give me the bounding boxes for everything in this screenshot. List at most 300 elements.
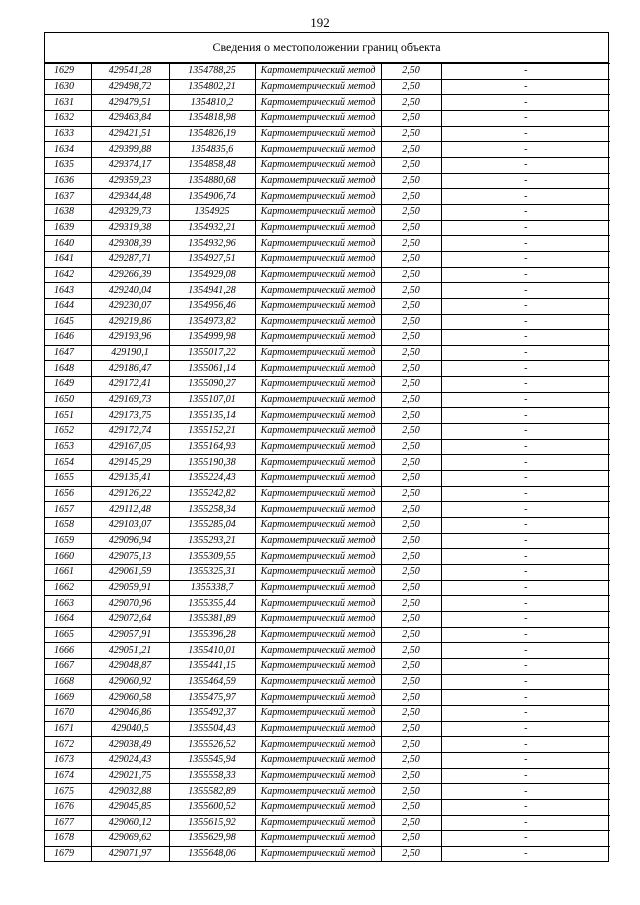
y-coordinate-cell: 1354941,28 — [169, 283, 255, 299]
method-cell: Картометрический метод — [255, 658, 381, 674]
description-cell: - — [441, 549, 610, 565]
x-coordinate-cell: 429173,75 — [91, 408, 169, 424]
method-cell: Картометрический метод — [255, 690, 381, 706]
description-cell: - — [441, 611, 610, 627]
y-coordinate-cell: 1355410,01 — [169, 643, 255, 659]
accuracy-cell: 2,50 — [381, 314, 441, 330]
method-cell: Картометрический метод — [255, 784, 381, 800]
accuracy-cell: 2,50 — [381, 674, 441, 690]
table-row — [45, 314, 610, 330]
point-number-cell: 1644 — [45, 298, 91, 314]
accuracy-cell: 2,50 — [381, 580, 441, 596]
table-row — [45, 690, 610, 706]
method-cell: Картометрический метод — [255, 768, 381, 784]
accuracy-cell: 2,50 — [381, 377, 441, 393]
method-cell: Картометрический метод — [255, 298, 381, 314]
accuracy-cell: 2,50 — [381, 752, 441, 768]
accuracy-cell: 2,50 — [381, 643, 441, 659]
table-row — [45, 486, 610, 502]
point-number-cell: 1645 — [45, 314, 91, 330]
table-row — [45, 64, 610, 80]
method-cell: Картометрический метод — [255, 502, 381, 518]
x-coordinate-cell: 429329,73 — [91, 204, 169, 220]
x-coordinate-cell: 429038,49 — [91, 737, 169, 753]
accuracy-cell: 2,50 — [381, 455, 441, 471]
table-row — [45, 752, 610, 768]
x-coordinate-cell: 429075,13 — [91, 549, 169, 565]
y-coordinate-cell: 1355107,01 — [169, 392, 255, 408]
x-coordinate-cell: 429172,74 — [91, 424, 169, 440]
description-cell: - — [441, 236, 610, 252]
accuracy-cell: 2,50 — [381, 690, 441, 706]
point-number-cell: 1634 — [45, 142, 91, 158]
x-coordinate-cell: 429190,1 — [91, 345, 169, 361]
table-row — [45, 611, 610, 627]
point-number-cell: 1636 — [45, 173, 91, 189]
description-cell: - — [441, 502, 610, 518]
y-coordinate-cell: 1355441,15 — [169, 658, 255, 674]
accuracy-cell: 2,50 — [381, 110, 441, 126]
description-cell: - — [441, 79, 610, 95]
description-cell: - — [441, 283, 610, 299]
x-coordinate-cell: 429498,72 — [91, 79, 169, 95]
x-coordinate-cell: 429421,51 — [91, 126, 169, 142]
point-number-cell: 1659 — [45, 533, 91, 549]
table-row — [45, 204, 610, 220]
accuracy-cell: 2,50 — [381, 424, 441, 440]
table-row — [45, 345, 610, 361]
description-cell: - — [441, 298, 610, 314]
description-cell: - — [441, 690, 610, 706]
y-coordinate-cell: 1354999,98 — [169, 330, 255, 346]
table-row — [45, 502, 610, 518]
table-row — [45, 831, 610, 847]
table-row — [45, 267, 610, 283]
x-coordinate-cell: 429096,94 — [91, 533, 169, 549]
point-number-cell: 1675 — [45, 784, 91, 800]
table-row — [45, 455, 610, 471]
method-cell: Картометрический метод — [255, 267, 381, 283]
y-coordinate-cell: 1355381,89 — [169, 611, 255, 627]
point-number-cell: 1632 — [45, 110, 91, 126]
method-cell: Картометрический метод — [255, 345, 381, 361]
description-cell: - — [441, 64, 610, 80]
description-cell: - — [441, 627, 610, 643]
point-number-cell: 1640 — [45, 236, 91, 252]
x-coordinate-cell: 429266,39 — [91, 267, 169, 283]
accuracy-cell: 2,50 — [381, 345, 441, 361]
description-cell: - — [441, 815, 610, 831]
description-cell: - — [441, 565, 610, 581]
x-coordinate-cell: 429060,92 — [91, 674, 169, 690]
method-cell: Картометрический метод — [255, 831, 381, 847]
y-coordinate-cell: 1355648,06 — [169, 846, 255, 861]
point-number-cell: 1667 — [45, 658, 91, 674]
method-cell: Картометрический метод — [255, 126, 381, 142]
description-cell: - — [441, 455, 610, 471]
accuracy-cell: 2,50 — [381, 220, 441, 236]
table-row — [45, 236, 610, 252]
x-coordinate-cell: 429069,62 — [91, 831, 169, 847]
accuracy-cell: 2,50 — [381, 799, 441, 815]
method-cell: Картометрический метод — [255, 533, 381, 549]
point-number-cell: 1648 — [45, 361, 91, 377]
x-coordinate-cell: 429048,87 — [91, 658, 169, 674]
method-cell: Картометрический метод — [255, 142, 381, 158]
method-cell: Картометрический метод — [255, 283, 381, 299]
x-coordinate-cell: 429145,29 — [91, 455, 169, 471]
x-coordinate-cell: 429032,88 — [91, 784, 169, 800]
x-coordinate-cell: 429193,96 — [91, 330, 169, 346]
y-coordinate-cell: 1354932,21 — [169, 220, 255, 236]
table-row — [45, 377, 610, 393]
method-cell: Картометрический метод — [255, 173, 381, 189]
point-number-cell: 1646 — [45, 330, 91, 346]
y-coordinate-cell: 1355285,04 — [169, 518, 255, 534]
table-row — [45, 846, 610, 861]
accuracy-cell: 2,50 — [381, 705, 441, 721]
point-number-cell: 1647 — [45, 345, 91, 361]
accuracy-cell: 2,50 — [381, 784, 441, 800]
x-coordinate-cell: 429045,85 — [91, 799, 169, 815]
y-coordinate-cell: 1354925 — [169, 204, 255, 220]
point-number-cell: 1669 — [45, 690, 91, 706]
y-coordinate-cell: 1354956,46 — [169, 298, 255, 314]
accuracy-cell: 2,50 — [381, 737, 441, 753]
y-coordinate-cell: 1355464,59 — [169, 674, 255, 690]
y-coordinate-cell: 1355090,27 — [169, 377, 255, 393]
method-cell: Картометрический метод — [255, 361, 381, 377]
method-cell: Картометрический метод — [255, 721, 381, 737]
x-coordinate-cell: 429135,41 — [91, 471, 169, 487]
description-cell: - — [441, 204, 610, 220]
description-cell: - — [441, 831, 610, 847]
accuracy-cell: 2,50 — [381, 283, 441, 299]
point-number-cell: 1673 — [45, 752, 91, 768]
description-cell: - — [441, 439, 610, 455]
y-coordinate-cell: 1355017,22 — [169, 345, 255, 361]
description-cell: - — [441, 267, 610, 283]
x-coordinate-cell: 429059,91 — [91, 580, 169, 596]
description-cell: - — [441, 157, 610, 173]
accuracy-cell: 2,50 — [381, 408, 441, 424]
table-row — [45, 565, 610, 581]
point-number-cell: 1661 — [45, 565, 91, 581]
table-row — [45, 126, 610, 142]
y-coordinate-cell: 1355600,52 — [169, 799, 255, 815]
method-cell: Картометрический метод — [255, 95, 381, 111]
accuracy-cell: 2,50 — [381, 502, 441, 518]
y-coordinate-cell: 1354929,08 — [169, 267, 255, 283]
description-cell: - — [441, 674, 610, 690]
x-coordinate-cell: 429479,51 — [91, 95, 169, 111]
table-row — [45, 361, 610, 377]
accuracy-cell: 2,50 — [381, 142, 441, 158]
method-cell: Картометрический метод — [255, 408, 381, 424]
point-number-cell: 1651 — [45, 408, 91, 424]
table-row — [45, 721, 610, 737]
table-row — [45, 95, 610, 111]
y-coordinate-cell: 1355224,43 — [169, 471, 255, 487]
x-coordinate-cell: 429172,41 — [91, 377, 169, 393]
table-row — [45, 815, 610, 831]
coordinates-table — [45, 63, 610, 861]
x-coordinate-cell: 429219,86 — [91, 314, 169, 330]
y-coordinate-cell: 1355152,21 — [169, 424, 255, 440]
description-cell: - — [441, 142, 610, 158]
table-row — [45, 549, 610, 565]
point-number-cell: 1658 — [45, 518, 91, 534]
method-cell: Картометрический метод — [255, 799, 381, 815]
x-coordinate-cell: 429040,5 — [91, 721, 169, 737]
description-cell: - — [441, 377, 610, 393]
description-cell: - — [441, 95, 610, 111]
boundary-table — [44, 32, 609, 862]
point-number-cell: 1676 — [45, 799, 91, 815]
table-row — [45, 110, 610, 126]
y-coordinate-cell: 1354802,21 — [169, 79, 255, 95]
accuracy-cell: 2,50 — [381, 831, 441, 847]
accuracy-cell: 2,50 — [381, 596, 441, 612]
x-coordinate-cell: 429112,48 — [91, 502, 169, 518]
method-cell: Картометрический метод — [255, 64, 381, 80]
table-row — [45, 330, 610, 346]
method-cell: Картометрический метод — [255, 737, 381, 753]
method-cell: Картометрический метод — [255, 705, 381, 721]
method-cell: Картометрический метод — [255, 611, 381, 627]
y-coordinate-cell: 1354932,96 — [169, 236, 255, 252]
x-coordinate-cell: 429374,17 — [91, 157, 169, 173]
point-number-cell: 1630 — [45, 79, 91, 95]
description-cell: - — [441, 768, 610, 784]
table-row — [45, 79, 610, 95]
x-coordinate-cell: 429167,05 — [91, 439, 169, 455]
y-coordinate-cell: 1355492,37 — [169, 705, 255, 721]
y-coordinate-cell: 1355325,31 — [169, 565, 255, 581]
y-coordinate-cell: 1354880,68 — [169, 173, 255, 189]
y-coordinate-cell: 1354810,2 — [169, 95, 255, 111]
description-cell: - — [441, 251, 610, 267]
method-cell: Картометрический метод — [255, 580, 381, 596]
table-row — [45, 392, 610, 408]
point-number-cell: 1666 — [45, 643, 91, 659]
y-coordinate-cell: 1355475,97 — [169, 690, 255, 706]
method-cell: Картометрический метод — [255, 627, 381, 643]
point-number-cell: 1662 — [45, 580, 91, 596]
y-coordinate-cell: 1355355,44 — [169, 596, 255, 612]
point-number-cell: 1641 — [45, 251, 91, 267]
description-cell: - — [441, 110, 610, 126]
accuracy-cell: 2,50 — [381, 189, 441, 205]
accuracy-cell: 2,50 — [381, 549, 441, 565]
point-number-cell: 1670 — [45, 705, 91, 721]
table-row — [45, 173, 610, 189]
description-cell: - — [441, 705, 610, 721]
table-row — [45, 424, 610, 440]
table-row — [45, 737, 610, 753]
description-cell: - — [441, 784, 610, 800]
y-coordinate-cell: 1354818,98 — [169, 110, 255, 126]
method-cell: Картометрический метод — [255, 189, 381, 205]
description-cell: - — [441, 533, 610, 549]
y-coordinate-cell: 1355545,94 — [169, 752, 255, 768]
method-cell: Картометрический метод — [255, 486, 381, 502]
accuracy-cell: 2,50 — [381, 471, 441, 487]
table-row — [45, 518, 610, 534]
y-coordinate-cell: 1355242,82 — [169, 486, 255, 502]
point-number-cell: 1674 — [45, 768, 91, 784]
accuracy-cell: 2,50 — [381, 267, 441, 283]
x-coordinate-cell: 429061,59 — [91, 565, 169, 581]
point-number-cell: 1638 — [45, 204, 91, 220]
accuracy-cell: 2,50 — [381, 565, 441, 581]
x-coordinate-cell: 429287,71 — [91, 251, 169, 267]
y-coordinate-cell: 1354826,19 — [169, 126, 255, 142]
y-coordinate-cell: 1355164,93 — [169, 439, 255, 455]
x-coordinate-cell: 429051,21 — [91, 643, 169, 659]
table-row — [45, 220, 610, 236]
method-cell: Картометрический метод — [255, 439, 381, 455]
y-coordinate-cell: 1355582,89 — [169, 784, 255, 800]
y-coordinate-cell: 1355338,7 — [169, 580, 255, 596]
point-number-cell: 1637 — [45, 189, 91, 205]
method-cell: Картометрический метод — [255, 236, 381, 252]
x-coordinate-cell: 429308,39 — [91, 236, 169, 252]
method-cell: Картометрический метод — [255, 846, 381, 861]
method-cell: Картометрический метод — [255, 220, 381, 236]
point-number-cell: 1660 — [45, 549, 91, 565]
table-row — [45, 439, 610, 455]
method-cell: Картометрический метод — [255, 157, 381, 173]
y-coordinate-cell: 1355504,43 — [169, 721, 255, 737]
x-coordinate-cell: 429072,64 — [91, 611, 169, 627]
accuracy-cell: 2,50 — [381, 361, 441, 377]
table-row — [45, 533, 610, 549]
method-cell: Картометрический метод — [255, 79, 381, 95]
point-number-cell: 1678 — [45, 831, 91, 847]
method-cell: Картометрический метод — [255, 251, 381, 267]
point-number-cell: 1633 — [45, 126, 91, 142]
y-coordinate-cell: 1355309,55 — [169, 549, 255, 565]
y-coordinate-cell: 1354858,48 — [169, 157, 255, 173]
x-coordinate-cell: 429060,12 — [91, 815, 169, 831]
method-cell: Картометрический метод — [255, 471, 381, 487]
table-row — [45, 408, 610, 424]
x-coordinate-cell: 429169,73 — [91, 392, 169, 408]
method-cell: Картометрический метод — [255, 314, 381, 330]
x-coordinate-cell: 429071,97 — [91, 846, 169, 861]
method-cell: Картометрический метод — [255, 752, 381, 768]
method-cell: Картометрический метод — [255, 424, 381, 440]
point-number-cell: 1657 — [45, 502, 91, 518]
table-row — [45, 784, 610, 800]
method-cell: Картометрический метод — [255, 110, 381, 126]
method-cell: Картометрический метод — [255, 565, 381, 581]
description-cell: - — [441, 596, 610, 612]
method-cell: Картометрический метод — [255, 815, 381, 831]
point-number-cell: 1655 — [45, 471, 91, 487]
description-cell: - — [441, 846, 610, 861]
y-coordinate-cell: 1354906,74 — [169, 189, 255, 205]
y-coordinate-cell: 1354973,82 — [169, 314, 255, 330]
table-row — [45, 142, 610, 158]
description-cell: - — [441, 737, 610, 753]
description-cell: - — [441, 220, 610, 236]
y-coordinate-cell: 1355526,52 — [169, 737, 255, 753]
table-row — [45, 705, 610, 721]
accuracy-cell: 2,50 — [381, 126, 441, 142]
table-row — [45, 283, 610, 299]
accuracy-cell: 2,50 — [381, 330, 441, 346]
table-row — [45, 643, 610, 659]
accuracy-cell: 2,50 — [381, 721, 441, 737]
point-number-cell: 1631 — [45, 95, 91, 111]
accuracy-cell: 2,50 — [381, 768, 441, 784]
table-row — [45, 596, 610, 612]
y-coordinate-cell: 1355615,92 — [169, 815, 255, 831]
x-coordinate-cell: 429541,28 — [91, 64, 169, 80]
x-coordinate-cell: 429463,84 — [91, 110, 169, 126]
description-cell: - — [441, 424, 610, 440]
table-row — [45, 251, 610, 267]
method-cell: Картометрический метод — [255, 643, 381, 659]
description-cell: - — [441, 643, 610, 659]
method-cell: Картометрический метод — [255, 455, 381, 471]
x-coordinate-cell: 429057,91 — [91, 627, 169, 643]
description-cell: - — [441, 580, 610, 596]
table-row — [45, 471, 610, 487]
y-coordinate-cell: 1354835,6 — [169, 142, 255, 158]
point-number-cell: 1654 — [45, 455, 91, 471]
point-number-cell: 1639 — [45, 220, 91, 236]
method-cell: Картометрический метод — [255, 549, 381, 565]
accuracy-cell: 2,50 — [381, 79, 441, 95]
y-coordinate-cell: 1354788,25 — [169, 64, 255, 80]
description-cell: - — [441, 189, 610, 205]
accuracy-cell: 2,50 — [381, 611, 441, 627]
accuracy-cell: 2,50 — [381, 173, 441, 189]
point-number-cell: 1679 — [45, 846, 91, 861]
point-number-cell: 1671 — [45, 721, 91, 737]
description-cell: - — [441, 721, 610, 737]
point-number-cell: 1665 — [45, 627, 91, 643]
x-coordinate-cell: 429046,86 — [91, 705, 169, 721]
table-row — [45, 799, 610, 815]
table-heading: Сведения о местоположении границ объекта — [45, 33, 608, 63]
accuracy-cell: 2,50 — [381, 298, 441, 314]
point-number-cell: 1677 — [45, 815, 91, 831]
accuracy-cell: 2,50 — [381, 533, 441, 549]
description-cell: - — [441, 799, 610, 815]
method-cell: Картометрический метод — [255, 596, 381, 612]
x-coordinate-cell: 429021,75 — [91, 768, 169, 784]
y-coordinate-cell: 1355190,38 — [169, 455, 255, 471]
point-number-cell: 1653 — [45, 439, 91, 455]
table-row — [45, 189, 610, 205]
table-row — [45, 580, 610, 596]
x-coordinate-cell: 429399,88 — [91, 142, 169, 158]
point-number-cell: 1643 — [45, 283, 91, 299]
x-coordinate-cell: 429024,43 — [91, 752, 169, 768]
x-coordinate-cell: 429103,07 — [91, 518, 169, 534]
y-coordinate-cell: 1355629,98 — [169, 831, 255, 847]
accuracy-cell: 2,50 — [381, 627, 441, 643]
y-coordinate-cell: 1354927,51 — [169, 251, 255, 267]
method-cell: Картометрический метод — [255, 392, 381, 408]
accuracy-cell: 2,50 — [381, 815, 441, 831]
description-cell: - — [441, 518, 610, 534]
description-cell: - — [441, 408, 610, 424]
